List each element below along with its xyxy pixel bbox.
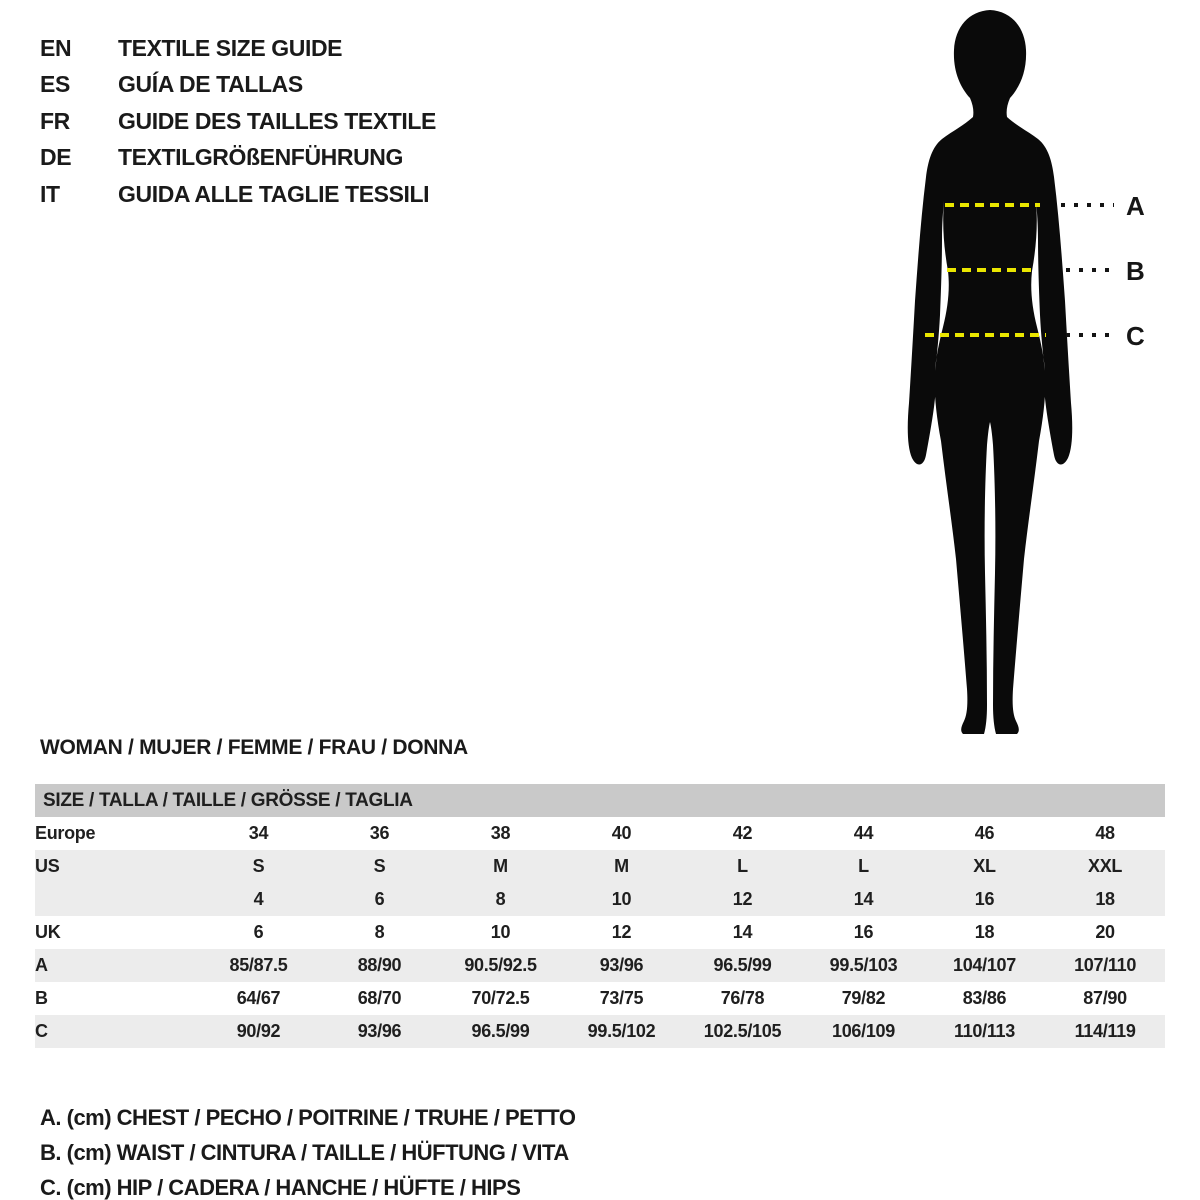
size-cell: XXL xyxy=(1045,850,1165,883)
section-heading: WOMAN / MUJER / FEMME / FRAU / DONNA xyxy=(40,736,468,759)
size-cell: 104/107 xyxy=(924,949,1045,982)
size-cell: 18 xyxy=(974,922,995,942)
measure-label-hip: C xyxy=(1126,321,1145,351)
legend-line-waist: B. (cm) WAIST / CINTURA / TAILLE / HÜFTUNG / VITA xyxy=(40,1140,569,1165)
size-cell: S xyxy=(198,850,319,883)
size-cell: 96.5/99 xyxy=(682,949,803,982)
lang-title: GUÍA DE TALLAS xyxy=(118,71,303,98)
lang-row-es xyxy=(40,66,436,102)
table-row-chest xyxy=(35,949,1165,982)
size-cell: M xyxy=(440,850,561,883)
size-cell: 4 xyxy=(198,883,319,916)
size-cell: 93/96 xyxy=(319,1015,440,1048)
lang-code: ES xyxy=(40,71,70,98)
size-cell: L xyxy=(803,850,924,883)
row-label: B xyxy=(35,988,48,1008)
size-cell: 79/82 xyxy=(841,988,886,1008)
size-cell: 85/87.5 xyxy=(198,949,319,982)
size-cell: 16 xyxy=(924,883,1045,916)
legend-line-hip: C. (cm) HIP / CADERA / HANCHE / HÜFTE / HIPS xyxy=(40,1175,521,1200)
lang-row-de xyxy=(40,139,436,175)
size-cell: 83/86 xyxy=(962,988,1007,1008)
measure-label-chest: A xyxy=(1126,191,1145,221)
size-cell: 40 xyxy=(611,823,632,843)
lang-code: IT xyxy=(40,180,60,207)
size-cell: 14 xyxy=(732,922,753,942)
size-cell: 96.5/99 xyxy=(440,1015,561,1048)
row-label: A xyxy=(35,949,198,982)
row-label: Europe xyxy=(35,823,96,843)
size-table-title: SIZE / TALLA / TAILLE / GRÖSSE / TAGLIA xyxy=(35,784,1165,817)
size-cell: 10 xyxy=(561,883,682,916)
size-cell: 18 xyxy=(1045,883,1165,916)
lang-code: EN xyxy=(40,35,72,61)
size-cell: XL xyxy=(924,850,1045,883)
size-cell: 106/109 xyxy=(803,1015,924,1048)
row-label: US xyxy=(35,850,198,883)
table-row-waist xyxy=(35,982,1165,1015)
lang-title: TEXTILE SIZE GUIDE xyxy=(118,35,343,61)
lang-row-en xyxy=(40,30,436,66)
table-row-us-numeric xyxy=(35,883,1165,916)
size-cell: 107/110 xyxy=(1045,949,1165,982)
female-silhouette xyxy=(908,10,1072,734)
size-cell: 90.5/92.5 xyxy=(440,949,561,982)
female-silhouette-graphic xyxy=(890,5,1200,735)
size-cell: 68/70 xyxy=(357,988,402,1008)
size-cell: 110/113 xyxy=(924,1015,1045,1048)
size-cell: 93/96 xyxy=(561,949,682,982)
table-row-us xyxy=(35,850,1165,883)
lang-title: TEXTILGRÖßENFÜHRUNG xyxy=(118,144,403,171)
size-cell: 20 xyxy=(1095,922,1115,942)
measurement-figure xyxy=(890,5,1200,735)
size-cell: 36 xyxy=(369,823,390,843)
size-cell: S xyxy=(319,850,440,883)
size-cell: 42 xyxy=(732,823,753,843)
size-cell: 8 xyxy=(440,883,561,916)
size-cell: 87/90 xyxy=(1083,988,1127,1008)
lang-title: GUIDA ALLE TAGLIE TESSILI xyxy=(118,180,430,207)
size-cell: M xyxy=(561,850,682,883)
size-cell: L xyxy=(682,850,803,883)
size-cell: 88/90 xyxy=(319,949,440,982)
table-row-hip xyxy=(35,1015,1165,1048)
size-cell: 34 xyxy=(248,823,269,843)
size-cell: 114/119 xyxy=(1045,1015,1165,1048)
size-cell: 99.5/103 xyxy=(803,949,924,982)
size-cell: 44 xyxy=(853,823,874,843)
size-cell: 8 xyxy=(374,922,385,942)
lang-code: FR xyxy=(40,107,70,134)
size-cell: 12 xyxy=(682,883,803,916)
table-row-europe xyxy=(35,817,1165,850)
size-cell: 99.5/102 xyxy=(561,1015,682,1048)
lang-row-fr xyxy=(40,103,436,139)
measure-label-waist: B xyxy=(1126,256,1145,286)
size-table-header-row xyxy=(35,784,1165,817)
size-cell: 14 xyxy=(803,883,924,916)
legend-line-chest: A. (cm) CHEST / PECHO / POITRINE / TRUHE / PETTO xyxy=(40,1105,576,1130)
size-cell: 38 xyxy=(490,823,511,843)
size-cell: 64/67 xyxy=(236,988,281,1008)
size-cell: 12 xyxy=(611,922,632,942)
size-cell: 70/72.5 xyxy=(471,988,530,1008)
row-label xyxy=(35,883,198,916)
size-cell: 48 xyxy=(1095,823,1115,843)
row-label: C xyxy=(35,1015,198,1048)
lang-row-it xyxy=(40,176,436,212)
measurement-legend xyxy=(40,1100,575,1200)
language-title-list xyxy=(40,30,436,212)
size-cell: 6 xyxy=(319,883,440,916)
size-cell: 76/78 xyxy=(720,988,765,1008)
size-cell: 46 xyxy=(974,823,995,843)
row-label: UK xyxy=(35,922,61,942)
size-cell: 73/75 xyxy=(599,988,644,1008)
lang-title: GUIDE DES TAILLES TEXTILE xyxy=(118,107,436,134)
lang-code: DE xyxy=(40,144,72,171)
size-cell: 16 xyxy=(853,922,874,942)
size-cell: 6 xyxy=(253,922,264,942)
size-table xyxy=(35,784,1165,1048)
size-cell: 90/92 xyxy=(198,1015,319,1048)
table-row-uk xyxy=(35,916,1165,949)
size-cell: 102.5/105 xyxy=(682,1015,803,1048)
size-cell: 10 xyxy=(490,922,511,942)
